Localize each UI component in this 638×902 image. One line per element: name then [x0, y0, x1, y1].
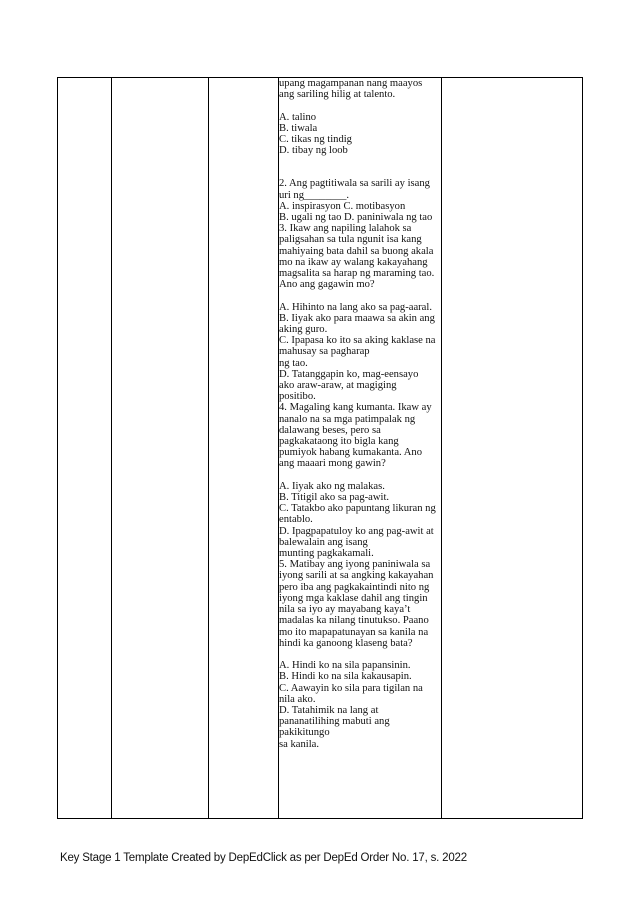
question-4-choices: A. Iiyak ako ng malakas. B. Titigil ako sa pag-awit. C. Tatakbo ako papuntang likuran ng entablo. D. Ipagpapatuloy ko ang pag-awit at balewalain ang isang munting pagkakamali. [279, 480, 436, 560]
lesson-table [57, 77, 583, 819]
question-5: 5. Matibay ang iyong paniniwala sa iyong sarili at sa angking kakayahan pero iba ang pagkakaintindi nito ng iyong mga kaklase dahil ang tingin nila sa iyo ay mayabang kaya’t madalas ka nilang tinutukso. Paano mo ito mapapatunayan sa kanila na hindi ka ganoong klaseng bata? [279, 559, 434, 649]
page-footer: Key Stage 1 Template Created by DepEdClick as per DepEd Order No. 17, s. 2022 [60, 852, 467, 864]
table-cell-col3 [209, 78, 279, 819]
question-4: 4. Magaling kang kumanta. Ikaw ay nanalo na sa mga patimpalak ng dalawang beses, pero sa pagkakataong ito bigla kang pumiyok habang kumakanta. Ano ang maaari mong gawin? [279, 402, 432, 470]
table-row [58, 78, 583, 819]
table-cell-col2 [112, 78, 209, 819]
question-1-choices: A. talino B. tiwala C. tikas ng tindig D. tibay ng loob [279, 111, 352, 157]
question-2: 2. Ang pagtitiwala sa sarili ay isang uri ng________. A. inspirasyon C. motibasyon B. ugali ng tao D. paniniwala ng tao [279, 178, 433, 224]
intro-text: upang magampanan nang maayos ang sariling hilig at talento. [279, 78, 423, 101]
question-3: 3. Ikaw ang napiling lalahok sa paligsahan sa tula ngunit isa kang mahiyaing bata dahil sa buong akala mo na ikaw ay walang kakayahang magsalita sa harap ng maraming tao. Ano ang gagawin mo? [279, 223, 435, 291]
table-cell-assessment [279, 78, 442, 819]
table-cell-col5 [442, 78, 583, 819]
question-3-choices: A. Hihinto na lang ako sa pag-aaral. B. Iiyak ako para maawa sa akin ang aking guro. C. Ipapasa ko ito sa aking kaklase na mahusay sa pagharap ng tao. D. Tatanggapin ko, mag-eensayo ako araw-araw, at magiging positibo. [279, 301, 436, 403]
question-5-choices: A. Hindi ko na sila papansinin. B. Hindi ko na sila kakausapin. C. Aawayin ko sila para tigilan na nila ako. D. Tatahimik na lang at pananatilihing mabuti ang pakikitungo sa kanila. [279, 660, 423, 750]
table-cell-col1 [58, 78, 112, 819]
